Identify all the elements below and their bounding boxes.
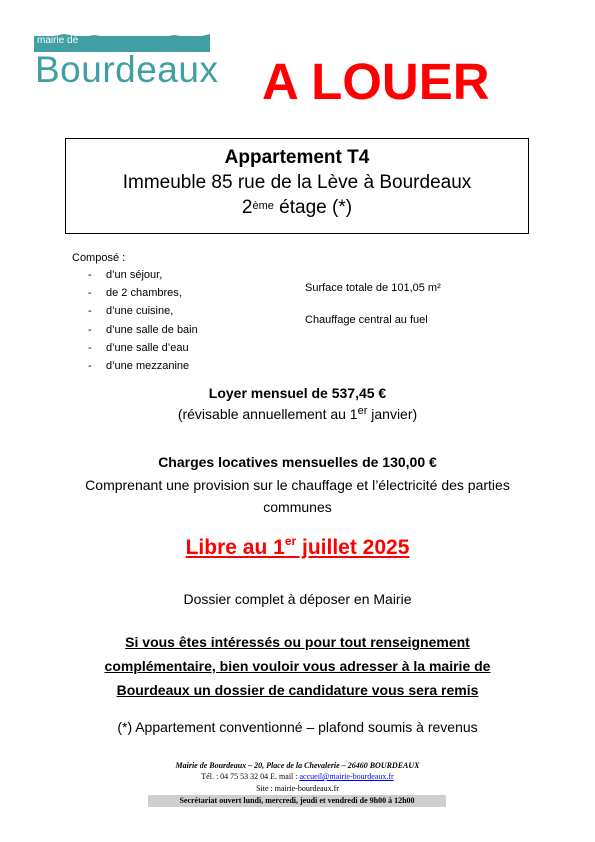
email-link[interactable]: accueil@mairie-bourdeaux.fr: [299, 772, 394, 781]
property-box: [65, 138, 529, 234]
list-item: - d’une salle de bain: [88, 323, 198, 336]
logo-name: Bourdeaux: [35, 49, 219, 90]
property-floor: 2ème étage (*): [241, 197, 353, 218]
footer-contact: Tél. : 04 75 53 32 04 E. mail : accueil@mairie-bourdeaux.fr: [201, 772, 394, 781]
monthly-rent: Loyer mensuel de 537,45 €: [208, 385, 387, 401]
mairie-logo: [34, 34, 219, 92]
list-item: - d’une mezzanine: [88, 360, 190, 373]
heating-text: Chauffage central au fuel: [305, 314, 428, 326]
list-item: - de 2 chambres,: [88, 287, 182, 300]
footer-site: Site : mairie-bourdeaux.fr: [256, 784, 339, 793]
page-title: A LOUER: [262, 53, 490, 110]
interested-text: Si vous êtes intéressés ou pour tout renseignement complémentaire, bien vouloir vous adresser à la mairie de Bourdeaux un dossier de candidature vous sera remis: [104, 634, 491, 698]
list-item: - d’une cuisine,: [88, 305, 174, 318]
composition-label: Composé :: [72, 252, 126, 264]
list-item: - d’une salle d’eau: [88, 341, 189, 354]
footer-address: Mairie de Bourdeaux – 20, Place de la Chevalerie – 26460 BOURDEAUX: [175, 761, 420, 770]
charges-description: Comprenant une provision sur le chauffage et l’électricité des parties communes: [85, 477, 510, 515]
dossier-text: Dossier complet à déposer en Mairie: [183, 591, 412, 607]
charges-title: Charges locatives mensuelles de 130,00 €: [158, 454, 437, 470]
composition-list: [88, 266, 198, 375]
surface-text: Surface totale de 101,05 m²: [305, 282, 441, 294]
property-type: Appartement T4: [224, 147, 370, 168]
rent-revision: (révisable annuellement au 1er janvier): [177, 405, 418, 422]
conventionne-note: (*) Appartement conventionné – plafond soumis à revenus: [117, 719, 478, 735]
property-address: Immeuble 85 rue de la Lève à Bourdeaux: [122, 172, 472, 193]
footer-hours: Secrétariat ouvert lundi, mercredi, jeudi et vendredi de 9h00 à 12h00: [148, 795, 446, 807]
logo-small-text: mairie de: [37, 35, 79, 46]
list-item: - d’un séjour,: [88, 269, 163, 281]
availability-date: Libre au 1er juillet 2025: [185, 534, 410, 559]
